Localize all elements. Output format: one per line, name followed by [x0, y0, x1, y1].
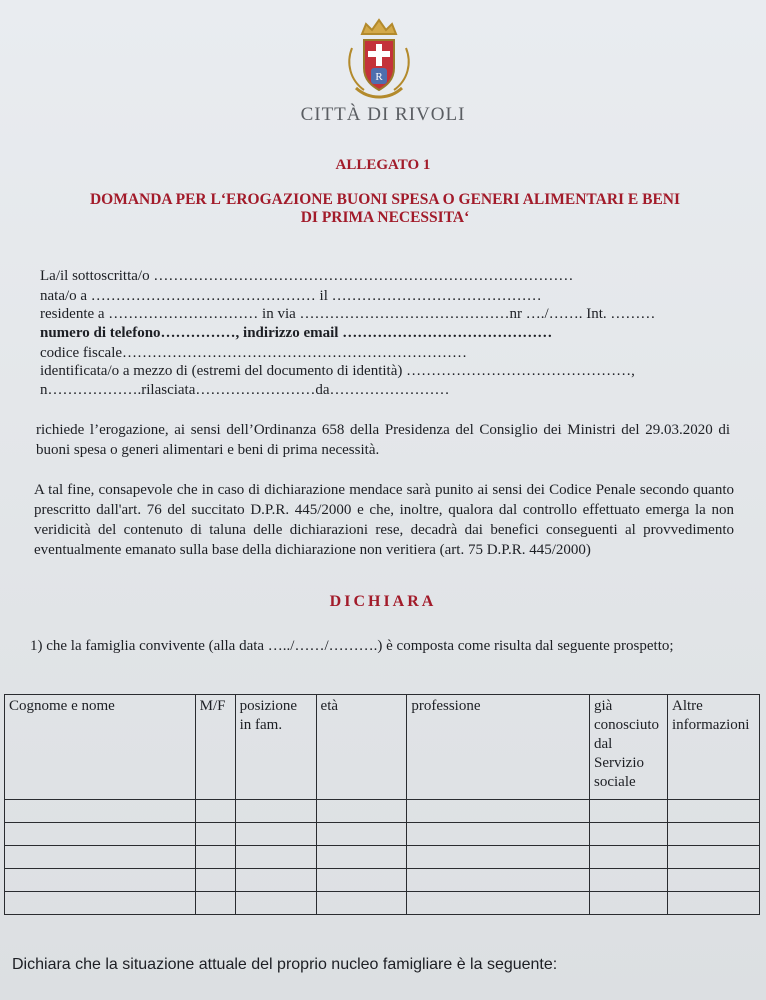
table-cell[interactable]: [667, 846, 759, 869]
field-telefono-email[interactable]: numero di telefono……………, indirizzo email ……………………………………: [40, 325, 553, 341]
table-cell[interactable]: [667, 823, 759, 846]
table-cell[interactable]: [667, 800, 759, 823]
field-documento[interactable]: identificata/o a mezzo di (estremi del documento di identità) ………………………………………,: [40, 363, 635, 379]
field-sottoscritto[interactable]: La/il sottoscritta/o …………………………………………………………………………: [40, 268, 574, 284]
dichiarazione-paragraph: A tal fine, consapevole che in caso di dichiarazione mendace sarà punito ai sensi dei Codice Penale secondo quanto prescritto dall'art. 76 del succitato D.P.R. 445/2000 e che, inoltre, qualora dal controllo effettuato emerga la non veridicità del contenuto di taluna delle dichiarazioni rese, decadrà dai benefici conseguenti al provvedimento eventualmente emanato sulla base della dichiarazione non veritiera (art. 75 D.P.R. 445/2000): [34, 482, 734, 558]
richiede-paragraph: richiede l’erogazione, ai sensi dell’Ordinanza 658 della Presidenza del Consiglio dei Ministri del 29.03.2020 di buoni spesa o generi alimentari e beni di prima necessità.: [36, 422, 730, 458]
situazione-footer: Dichiara che la situazione attuale del proprio nucleo famigliare è la seguente:: [12, 956, 558, 973]
table-cell[interactable]: [316, 846, 407, 869]
table-cell[interactable]: [195, 800, 235, 823]
famiglia-paragraph: 1) che la famiglia convivente (alla data …../……/……….) è composta come risulta dal seguente prospetto;: [30, 638, 674, 654]
table-header-cell: già conosciuto dal Servizio sociale: [590, 695, 668, 800]
table-cell[interactable]: [590, 869, 668, 892]
table-cell[interactable]: [590, 823, 668, 846]
table-cell[interactable]: [590, 800, 668, 823]
allegato-label: ALLEGATO 1: [335, 157, 431, 173]
family-table: [4, 694, 760, 915]
table-cell[interactable]: [590, 892, 668, 915]
table-header-row: [5, 695, 760, 800]
table-cell[interactable]: [407, 892, 590, 915]
table-cell[interactable]: [407, 846, 590, 869]
table-cell[interactable]: [590, 846, 668, 869]
table-cell[interactable]: [667, 892, 759, 915]
table-cell[interactable]: [195, 846, 235, 869]
table-row: [5, 892, 760, 915]
table-header-cell: Altre informazioni: [667, 695, 759, 800]
table-row: [5, 869, 760, 892]
table-cell[interactable]: [316, 800, 407, 823]
dichiara-heading: DICHIARA: [329, 593, 437, 610]
form-title: [40, 191, 730, 227]
table-cell[interactable]: [195, 869, 235, 892]
table-cell[interactable]: [5, 892, 196, 915]
table-cell[interactable]: [235, 846, 316, 869]
table-cell[interactable]: [316, 869, 407, 892]
form-title-line1: DOMANDA PER L‘EROGAZIONE BUONI SPESA O GENERI ALIMENTARI E BENI: [89, 191, 681, 208]
table-cell[interactable]: [407, 869, 590, 892]
table-cell[interactable]: [5, 846, 196, 869]
field-codice-fiscale[interactable]: codice fiscale……………………………………………………………: [40, 345, 468, 361]
table-cell[interactable]: [5, 869, 196, 892]
table-cell[interactable]: [235, 823, 316, 846]
table-cell[interactable]: [667, 869, 759, 892]
table-header-cell: professione: [407, 695, 590, 800]
table-row: [5, 823, 760, 846]
table-cell[interactable]: [407, 800, 590, 823]
table-cell[interactable]: [316, 823, 407, 846]
field-rilascio[interactable]: n……………….rilasciata……………………da……………………: [40, 382, 450, 398]
form-title-line2: DI PRIMA NECESSITA‘: [300, 209, 470, 226]
city-name: CITTÀ DI RIVOLI: [300, 104, 466, 125]
table-cell[interactable]: [195, 892, 235, 915]
table-cell[interactable]: [195, 823, 235, 846]
table-cell[interactable]: [5, 823, 196, 846]
svg-text:R: R: [375, 71, 383, 83]
table-cell[interactable]: [235, 869, 316, 892]
field-residente[interactable]: residente a ………………………… in via ……………………………………nr …./……. Int. ………: [40, 306, 656, 322]
table-cell[interactable]: [235, 892, 316, 915]
table-cell[interactable]: [407, 823, 590, 846]
table-row: [5, 846, 760, 869]
table-cell[interactable]: [316, 892, 407, 915]
city-crest-icon: [344, 18, 414, 100]
table-cell[interactable]: [235, 800, 316, 823]
table-header-cell: età: [316, 695, 407, 800]
field-nato[interactable]: nata/o a ……………………………………… il ……………………………………: [40, 288, 542, 304]
table-header-cell: posizione in fam.: [235, 695, 316, 800]
table-header-cell: M/F: [195, 695, 235, 800]
table-row: [5, 800, 760, 823]
table-cell[interactable]: [5, 800, 196, 823]
table-header-cell: Cognome e nome: [5, 695, 196, 800]
